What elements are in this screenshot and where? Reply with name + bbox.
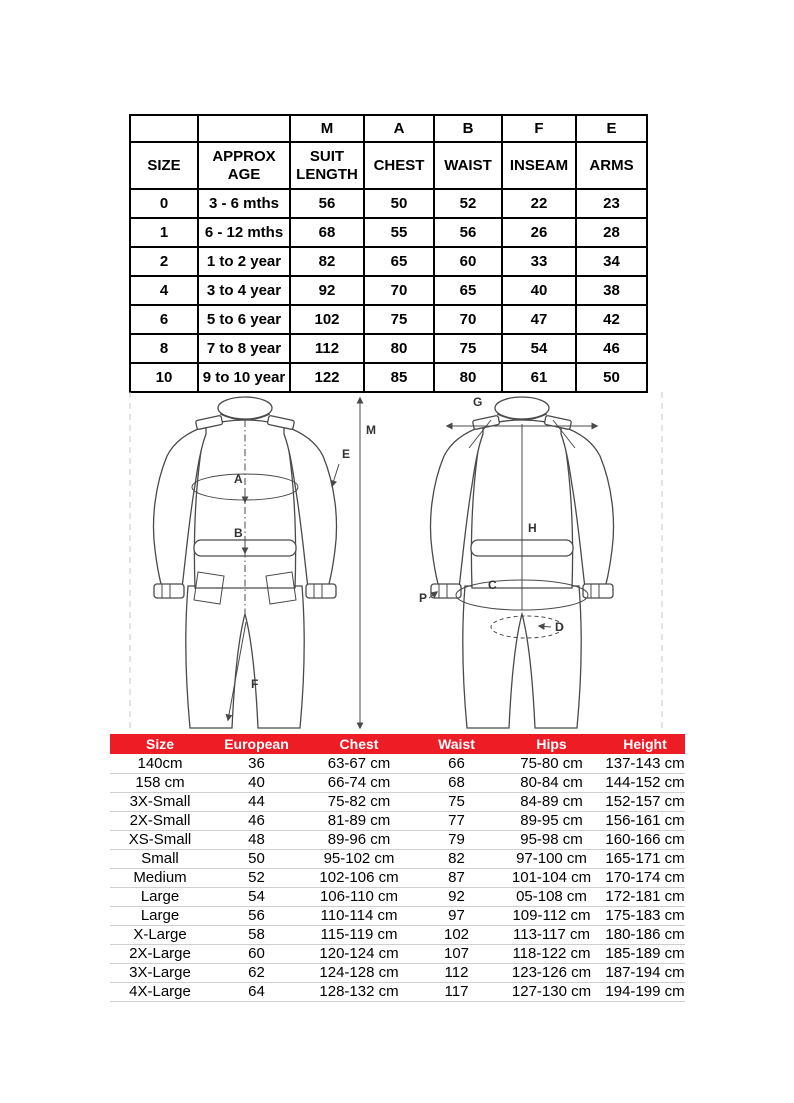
adult-size-table [110,734,685,1002]
col-header-suit-length: SUIT LENGTH [290,142,364,189]
table-cell: 1 [130,218,198,247]
table-row [110,887,685,906]
table-cell: 127-130 cm [498,982,605,1001]
table-cell: 55 [364,218,434,247]
table-cell: 75-80 cm [498,754,605,773]
table-row [130,363,647,392]
col-letter-b: B [434,115,502,142]
table-cell: 172-181 cm [605,888,685,905]
table-cell: 47 [502,305,576,334]
table-cell: 65 [364,247,434,276]
table-cell: 84-89 cm [498,792,605,811]
table-cell: 34 [576,247,647,276]
table-cell: 115-119 cm [303,925,415,944]
table-row [130,334,647,363]
col-letter-e: E [576,115,647,142]
table-cell: 80 [364,334,434,363]
table-cell: 180-186 cm [605,926,685,943]
letter-header-row [130,115,647,142]
table-cell: 9 to 10 year [198,363,290,392]
table-row [110,792,685,811]
table-cell: 75-82 cm [303,792,415,811]
table-cell: 23 [576,189,647,218]
table-row [110,811,685,830]
table-cell: 194-199 cm [605,983,685,1000]
table-cell: 46 [210,811,303,830]
table-cell: 42 [576,305,647,334]
table-cell: 175-183 cm [605,907,685,924]
table-cell: 3X-Small [110,792,210,811]
table-cell: 95-102 cm [303,849,415,868]
col-header-approx-age: APPROX AGE [198,142,290,189]
table-cell: 140cm [110,754,210,773]
table-cell: 2X-Large [110,944,210,963]
table-cell: 82 [290,247,364,276]
table-cell: 50 [210,849,303,868]
col-letter-m: M [290,115,364,142]
table-cell: 81-89 cm [303,811,415,830]
measure-label-a: A [234,472,243,486]
table-row [110,982,685,1001]
table-cell: 124-128 cm [303,963,415,982]
table-cell: 65 [434,276,502,305]
col-header-european: European [210,734,303,754]
table-cell: 165-171 cm [605,850,685,867]
measure-label-p: P [419,591,428,605]
table-cell: 3 to 4 year [198,276,290,305]
table-cell: 85 [364,363,434,392]
table-cell: 112 [415,963,498,982]
table-cell: 92 [415,887,498,906]
col-header-waist: Waist [415,734,498,754]
front-suit-drawing [154,397,377,728]
table-cell: 56 [290,189,364,218]
table-cell: Medium [110,868,210,887]
table-cell: 8 [130,334,198,363]
table-cell: 48 [210,830,303,849]
table-cell: 28 [576,218,647,247]
table-row [110,754,685,773]
table-cell: 2 [130,247,198,276]
empty-header-cell [130,115,198,142]
table-cell: 80-84 cm [498,773,605,792]
table-cell: 50 [364,189,434,218]
table-cell: 66-74 cm [303,773,415,792]
table-cell: 89-95 cm [498,811,605,830]
kids-size-table [129,114,648,393]
measure-label-g: G [473,395,483,409]
col-letter-a: A [364,115,434,142]
measure-label-e: E [342,447,351,461]
table-row [110,906,685,925]
table-cell: 46 [576,334,647,363]
table-cell: 75 [434,334,502,363]
table-row [110,830,685,849]
table-cell: 22 [502,189,576,218]
col-letter-f: F [502,115,576,142]
table-cell: 118-122 cm [498,944,605,963]
table-row [130,305,647,334]
table-cell: 05-108 cm [498,887,605,906]
kids-table-body [130,189,647,392]
table-cell: XS-Small [110,830,210,849]
table-cell: 40 [210,773,303,792]
table-cell: 4 [130,276,198,305]
table-cell: 87 [415,868,498,887]
table-cell: 58 [210,925,303,944]
table-cell: 54 [502,334,576,363]
table-cell: 64 [210,982,303,1001]
table-cell: 26 [502,218,576,247]
table-cell: 95-98 cm [498,830,605,849]
table-cell: 61 [502,363,576,392]
table-cell: 144-152 cm [605,774,685,791]
col-header-hips: Hips [498,734,605,754]
table-cell: 107 [415,944,498,963]
table-row [110,944,685,963]
suit-measurement-diagram [110,390,684,730]
table-cell: 185-189 cm [605,945,685,962]
table-cell: 0 [130,189,198,218]
table-cell: 92 [290,276,364,305]
table-cell: 2X-Small [110,811,210,830]
table-cell: 60 [210,944,303,963]
table-cell: 102 [415,925,498,944]
table-cell: 128-132 cm [303,982,415,1001]
table-cell: 52 [434,189,502,218]
table-cell: 6 - 12 mths [198,218,290,247]
table-cell: 123-126 cm [498,963,605,982]
col-header-size: SIZE [130,142,198,189]
table-cell: 158 cm [110,773,210,792]
measure-label-d: D [555,620,564,634]
col-header-arms: ARMS [576,142,647,189]
table-cell: 56 [434,218,502,247]
table-cell: 40 [502,276,576,305]
table-cell: 7 to 8 year [198,334,290,363]
table-row [130,276,647,305]
table-cell: 120-124 cm [303,944,415,963]
table-cell: 63-67 cm [303,754,415,773]
table-cell: 187-194 cm [605,964,685,981]
table-cell: 101-104 cm [498,868,605,887]
col-header-chest: CHEST [364,142,434,189]
table-cell: 97 [415,906,498,925]
table-cell: 10 [130,363,198,392]
table-cell: 156-161 cm [605,812,685,829]
table-cell: 97-100 cm [498,849,605,868]
col-header-inseam: INSEAM [502,142,576,189]
table-cell: 4X-Large [110,982,210,1001]
table-row [110,773,685,792]
empty-header-cell [198,115,290,142]
table-cell: 5 to 6 year [198,305,290,334]
table-cell: 75 [415,792,498,811]
adult-table-body [110,754,685,1001]
table-cell: 3 - 6 mths [198,189,290,218]
col-header-size: Size [110,734,210,754]
measure-label-c: C [488,578,497,592]
table-cell: 44 [210,792,303,811]
table-cell: 50 [576,363,647,392]
table-cell: 68 [290,218,364,247]
table-cell: 77 [415,811,498,830]
table-cell: 80 [434,363,502,392]
table-row [130,189,647,218]
table-cell: 106-110 cm [303,887,415,906]
table-cell: Small [110,849,210,868]
col-header-chest: Chest [303,734,415,754]
table-row [130,218,647,247]
table-cell: 1 to 2 year [198,247,290,276]
table-cell: 113-117 cm [498,925,605,944]
label-header-row [130,142,647,189]
table-cell: 38 [576,276,647,305]
table-cell: 54 [210,887,303,906]
table-cell: 79 [415,830,498,849]
table-cell: X-Large [110,925,210,944]
table-row [110,849,685,868]
table-cell: 33 [502,247,576,276]
col-header-waist: WAIST [434,142,502,189]
table-cell: 112 [290,334,364,363]
measure-label-m: M [366,423,376,437]
table-row [110,868,685,887]
table-cell: 110-114 cm [303,906,415,925]
table-cell: 3X-Large [110,963,210,982]
table-cell: 109-112 cm [498,906,605,925]
table-cell: 52 [210,868,303,887]
table-cell: 89-96 cm [303,830,415,849]
table-cell: 36 [210,754,303,773]
table-cell: 68 [415,773,498,792]
table-cell: Large [110,887,210,906]
table-cell: 6 [130,305,198,334]
table-cell: 137-143 cm [605,754,685,772]
table-cell: 117 [415,982,498,1001]
table-cell: 102 [290,305,364,334]
table-cell: 70 [434,305,502,334]
table-cell: 170-174 cm [605,869,685,886]
measure-label-b: B [234,526,243,540]
table-cell: 122 [290,363,364,392]
back-suit-drawing [419,395,614,728]
table-cell: 160-166 cm [605,831,685,848]
table-cell: 70 [364,276,434,305]
table-cell: Large [110,906,210,925]
table-cell: 102-106 cm [303,868,415,887]
measure-label-f: F [251,677,259,691]
table-cell: 56 [210,906,303,925]
table-row [110,925,685,944]
table-cell: 60 [434,247,502,276]
table-cell: 82 [415,849,498,868]
table-row [130,247,647,276]
adult-header-row [110,734,685,754]
measure-label-h: H [528,521,537,535]
table-cell: 62 [210,963,303,982]
table-cell: 152-157 cm [605,793,685,810]
col-header-height: Height [605,734,685,754]
table-row [110,963,685,982]
table-cell: 66 [415,754,498,773]
table-cell: 75 [364,305,434,334]
